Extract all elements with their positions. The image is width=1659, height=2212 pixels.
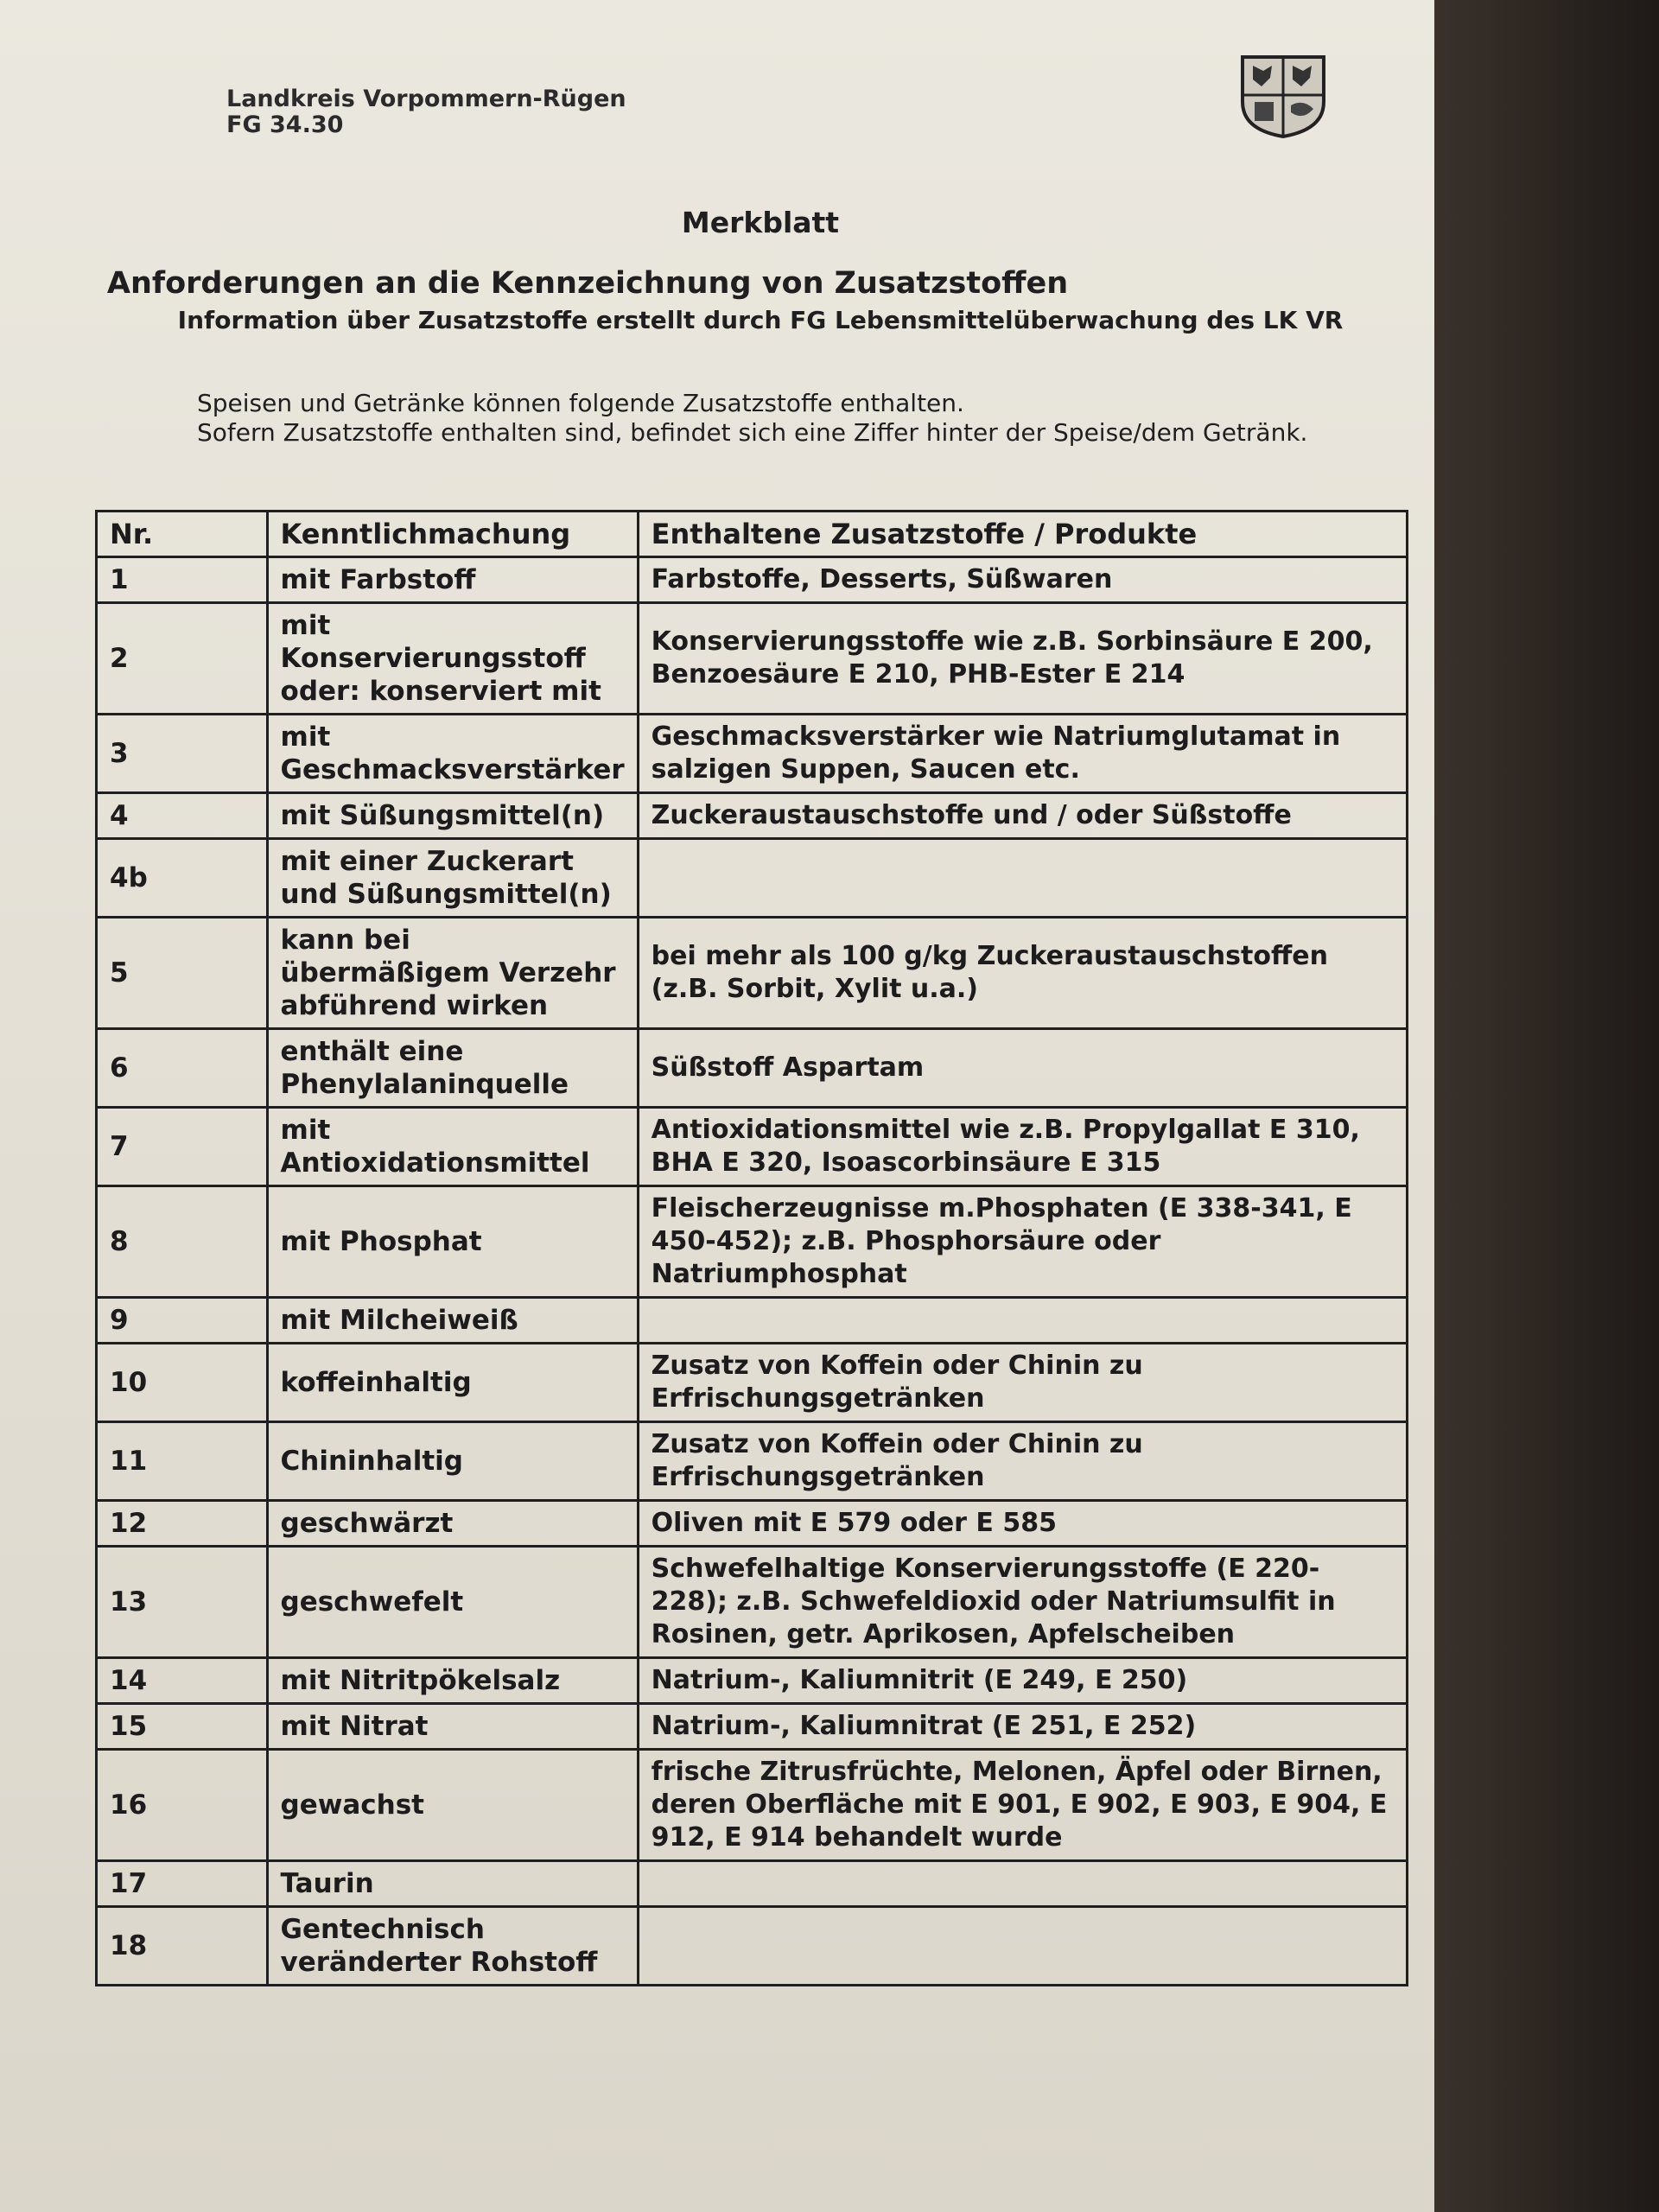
table-row	[97, 1501, 1408, 1547]
table-row	[97, 793, 1408, 839]
row-label: mit Farbstoff	[267, 557, 638, 603]
row-products: Natrium-, Kaliumnitrat (E 251, E 252)	[638, 1704, 1407, 1750]
table-row	[97, 918, 1408, 1029]
row-products: frische Zitrusfrüchte, Melonen, Äpfel oder Birnen, deren Oberfläche mit E 901, E 902, E 903, E 904, E 912, E 914 behandelt wurde	[638, 1750, 1407, 1861]
row-nr: 18	[97, 1907, 268, 1986]
row-nr: 5	[97, 918, 268, 1029]
table-row	[97, 1186, 1408, 1298]
table-row	[97, 1422, 1408, 1501]
row-products	[638, 1907, 1407, 1986]
table-row	[97, 1861, 1408, 1907]
table-row	[97, 1750, 1408, 1861]
intro-line-1: Speisen und Getränke können folgende Zusatzstoffe enthalten.	[197, 389, 964, 417]
row-products: Geschmacksverstärker wie Natriumglutamat in salzigen Suppen, Saucen etc.	[638, 715, 1407, 793]
table-row	[97, 1298, 1408, 1344]
table-row	[97, 839, 1408, 918]
row-products: Schwefelhaltige Konservierungsstoffe (E 220-228); z.B. Schwefeldioxid oder Natriumsulfit in Rosinen, getr. Aprikosen, Apfelscheiben	[638, 1547, 1407, 1658]
row-products: bei mehr als 100 g/kg Zuckeraustauschstoffen (z.B. Sorbit, Xylit u.a.)	[638, 918, 1407, 1029]
column-header-nr: Nr.	[97, 512, 268, 557]
page-title: Merkblatt	[681, 206, 840, 239]
row-nr: 15	[97, 1704, 268, 1750]
department-code: FG 34.30	[226, 111, 344, 138]
additives-table	[95, 510, 1408, 1986]
row-nr: 17	[97, 1861, 268, 1907]
table-row	[97, 1344, 1408, 1422]
row-nr: 13	[97, 1547, 268, 1658]
row-label: mit Geschmacksverstärker	[267, 715, 638, 793]
row-label: mit einer Zuckerart und Süßungsmittel(n)	[267, 839, 638, 918]
row-products: Zusatz von Koffein oder Chinin zu Erfrischungsgetränken	[638, 1422, 1407, 1501]
row-label: mit Konservierungsstoff oder: konserviert mit	[267, 603, 638, 715]
row-products: Farbstoffe, Desserts, Süßwaren	[638, 557, 1407, 603]
row-nr: 14	[97, 1658, 268, 1704]
intro-line-2: Sofern Zusatzstoffe enthalten sind, befindet sich eine Ziffer hinter der Speise/dem Getränk.	[197, 418, 1308, 447]
row-nr: 10	[97, 1344, 268, 1422]
row-label: geschwärzt	[267, 1501, 638, 1547]
row-label: mit Nitrat	[267, 1704, 638, 1750]
row-nr: 12	[97, 1501, 268, 1547]
row-label: Taurin	[267, 1861, 638, 1907]
row-products: Fleischerzeugnisse m.Phosphaten (E 338-341, E 450-452); z.B. Phosphorsäure oder Natriumphosphat	[638, 1186, 1407, 1298]
row-products: Süßstoff Aspartam	[638, 1029, 1407, 1108]
row-nr: 1	[97, 557, 268, 603]
row-nr: 4	[97, 793, 268, 839]
row-products: Zusatz von Koffein oder Chinin zu Erfrischungsgetränken	[638, 1344, 1407, 1422]
row-products: Oliven mit E 579 oder E 585	[638, 1501, 1407, 1547]
row-nr: 2	[97, 603, 268, 715]
coat-of-arms-icon	[1237, 52, 1329, 138]
row-nr: 3	[97, 715, 268, 793]
authority-name: Landkreis Vorpommern-Rügen	[226, 86, 626, 112]
table-row	[97, 1704, 1408, 1750]
row-nr: 4b	[97, 839, 268, 918]
table-row	[97, 603, 1408, 715]
row-nr: 7	[97, 1108, 268, 1186]
column-header-products: Enthaltene Zusatzstoffe / Produkte	[638, 512, 1407, 557]
intro-text	[197, 389, 1320, 448]
row-label: gewachst	[267, 1750, 638, 1861]
row-label: mit Süßungsmittel(n)	[267, 793, 638, 839]
row-label: Gentechnisch veränderter Rohstoff	[267, 1907, 638, 1986]
document-subheading: Information über Zusatzstoffe erstellt durch FG Lebensmittelüberwachung des LK VR	[177, 306, 1344, 334]
row-label: koffeinhaltig	[267, 1344, 638, 1422]
row-label: mit Milcheiweiß	[267, 1298, 638, 1344]
row-nr: 11	[97, 1422, 268, 1501]
row-nr: 6	[97, 1029, 268, 1108]
row-label: enthält eine Phenylalaninquelle	[267, 1029, 638, 1108]
document-header	[226, 86, 626, 138]
row-products: Antioxidationsmittel wie z.B. Propylgallat E 310, BHA E 320, Isoascorbinsäure E 315	[638, 1108, 1407, 1186]
table-header-row	[97, 512, 1408, 557]
row-products: Zuckeraustauschstoffe und / oder Süßstoffe	[638, 793, 1407, 839]
table-row	[97, 1907, 1408, 1986]
row-products	[638, 1298, 1407, 1344]
table-row	[97, 1029, 1408, 1108]
table-row	[97, 1547, 1408, 1658]
row-nr: 8	[97, 1186, 268, 1298]
column-header-label: Kenntlichmachung	[267, 512, 638, 557]
table-row	[97, 1658, 1408, 1704]
row-label: mit Antioxidationsmittel	[267, 1108, 638, 1186]
row-products: Konservierungsstoffe wie z.B. Sorbinsäure E 200, Benzoesäure E 210, PHB-Ester E 214	[638, 603, 1407, 715]
row-label: geschwefelt	[267, 1547, 638, 1658]
row-label: mit Phosphat	[267, 1186, 638, 1298]
table-row	[97, 557, 1408, 603]
row-label: kann bei übermäßigem Verzehr abführend wirken	[267, 918, 638, 1029]
row-products	[638, 1861, 1407, 1907]
background-edge	[1434, 0, 1659, 2212]
row-label: Chininhaltig	[267, 1422, 638, 1501]
row-products	[638, 839, 1407, 918]
table-row	[97, 1108, 1408, 1186]
table-row	[97, 715, 1408, 793]
row-products: Natrium-, Kaliumnitrit (E 249, E 250)	[638, 1658, 1407, 1704]
row-nr: 16	[97, 1750, 268, 1861]
row-nr: 9	[97, 1298, 268, 1344]
row-label: mit Nitritpökelsalz	[267, 1658, 638, 1704]
document-heading: Anforderungen an die Kennzeichnung von Zusatzstoffen	[106, 266, 1069, 301]
